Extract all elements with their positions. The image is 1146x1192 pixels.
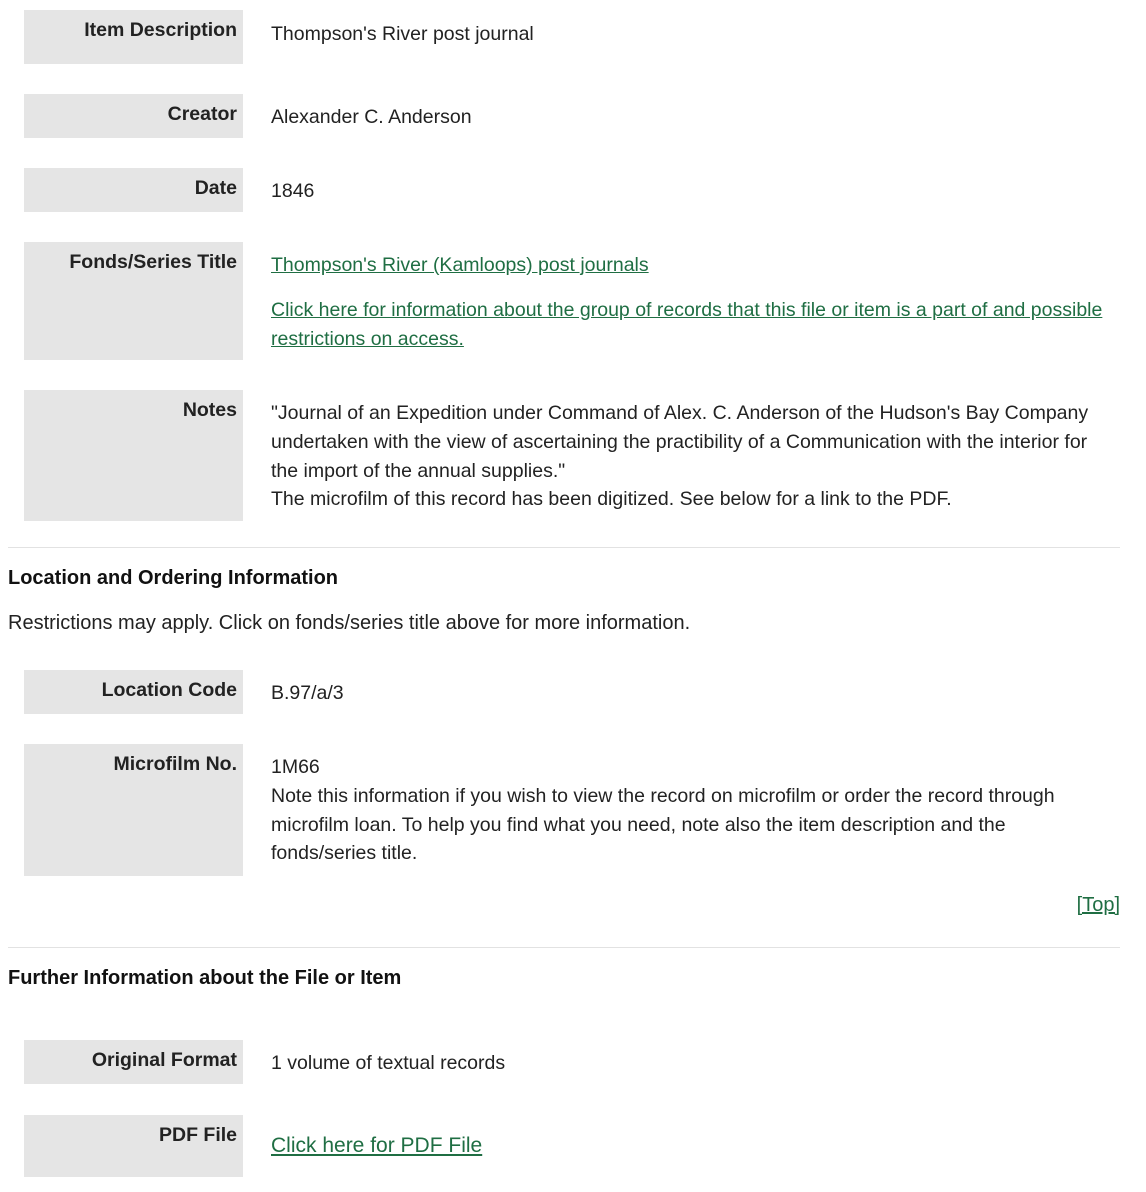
section-divider xyxy=(8,547,1120,548)
original-format-label: Original Format xyxy=(24,1040,243,1084)
pdf-file-value xyxy=(271,1132,1111,1161)
microfilm-label: Microfilm No. xyxy=(24,744,243,876)
notes-label: Notes xyxy=(24,390,243,521)
creator-row xyxy=(24,94,1124,138)
notes-description: "Journal of an Expedition under Command of Alex. C. Anderson of the Hudson's Bay Company undertaken with the view of ascertaining the practibility of a Communication with the interior for the import of the annual supplies." xyxy=(271,402,1089,482)
notes-digitized: The microfilm of this record has been digitized. See below for a link to the PDF. xyxy=(271,488,952,511)
top-link[interactable]: [Top] xyxy=(1076,894,1120,916)
date-label: Date xyxy=(24,168,243,212)
pdf-file-label: PDF File xyxy=(24,1115,243,1177)
fonds-series-value xyxy=(271,251,1111,353)
microfilm-value xyxy=(271,753,1111,868)
microfilm-number: 1M66 xyxy=(271,756,320,778)
fonds-series-label: Fonds/Series Title xyxy=(24,242,243,360)
pdf-file-row xyxy=(24,1115,1124,1177)
notes-row xyxy=(24,390,1124,521)
item-description-label: Item Description xyxy=(24,10,243,64)
original-format-value: 1 volume of textual records xyxy=(271,1052,506,1074)
date-row xyxy=(24,168,1124,212)
creator-label: Creator xyxy=(24,94,243,138)
fonds-series-row xyxy=(24,242,1124,360)
location-heading: Location and Ordering Information xyxy=(8,567,338,589)
item-description-row xyxy=(24,10,1124,64)
section-divider xyxy=(8,947,1120,948)
date-value: 1846 xyxy=(271,180,315,202)
fonds-info-link[interactable]: Click here for information about the group of records that this file or item is a part of and possible restrictions on access. xyxy=(271,298,1103,350)
location-code-row xyxy=(24,670,1124,714)
original-format-row xyxy=(24,1040,1124,1084)
microfilm-note: Note this information if you wish to view the record on microfilm or order the record through microfilm loan. To help you find what you need, note also the item description and the fonds/series title. xyxy=(271,784,1055,865)
microfilm-row xyxy=(24,744,1124,876)
notes-value xyxy=(271,399,1111,514)
further-info-heading: Further Information about the File or Item xyxy=(8,967,402,989)
item-description-value: Thompson's River post journal xyxy=(271,23,534,45)
fonds-series-title-link[interactable]: Thompson's River (Kamloops) post journals xyxy=(271,254,649,276)
creator-value: Alexander C. Anderson xyxy=(271,106,472,128)
location-code-value: B.97/a/3 xyxy=(271,682,344,704)
location-restrictions-note: Restrictions may apply. Click on fonds/series title above for more information. xyxy=(8,612,691,634)
pdf-file-link[interactable]: Click here for PDF File xyxy=(271,1134,483,1157)
location-code-label: Location Code xyxy=(24,670,243,714)
